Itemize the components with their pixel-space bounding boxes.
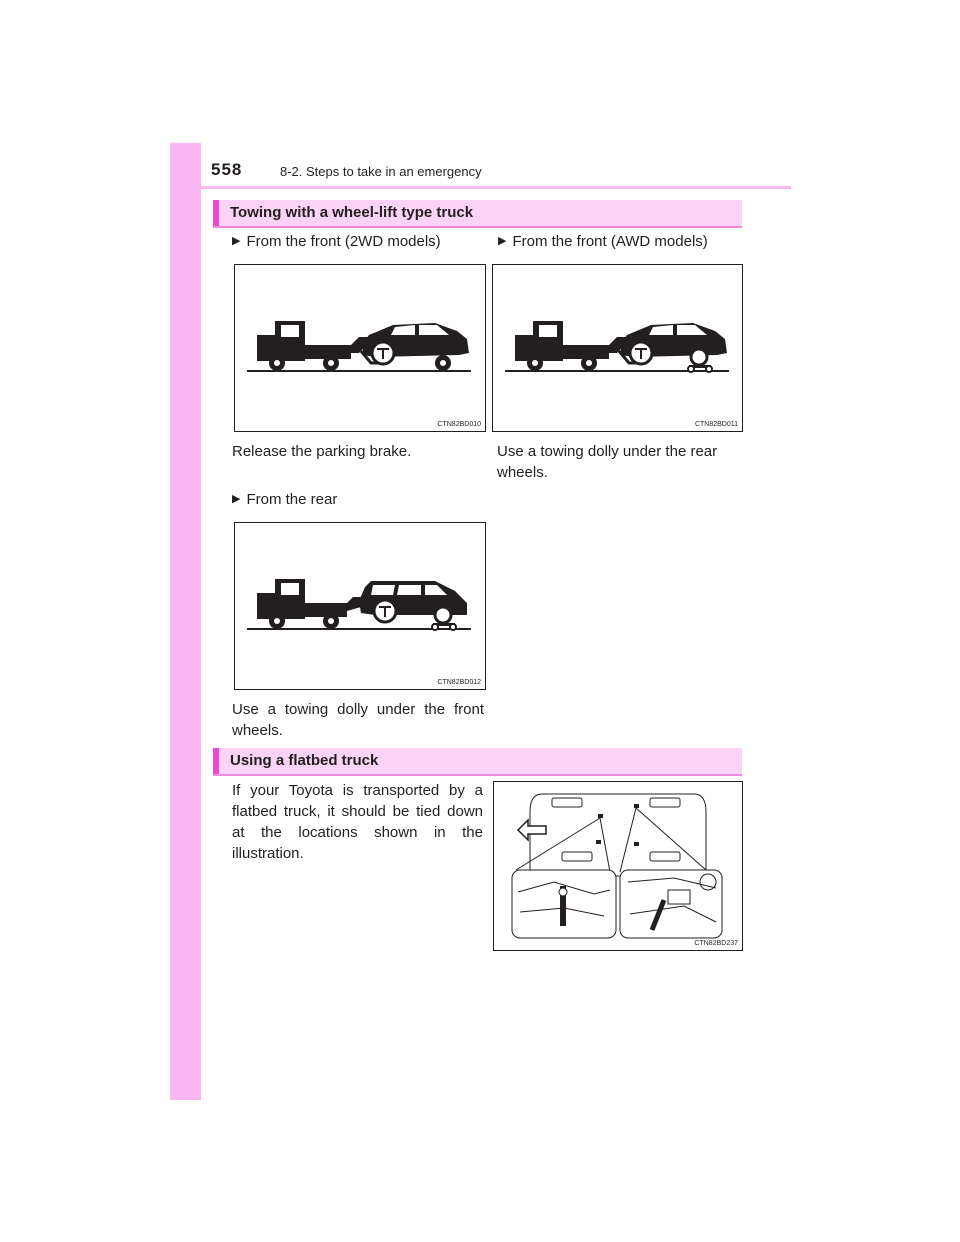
triangle-right-icon: ▶ [232, 235, 241, 247]
caption-front-awd: Use a towing dolly under the rear wheels. [497, 443, 718, 481]
chapter-title: 8-2. Steps to take in an emergency [280, 164, 482, 179]
subheading-label: From the rear [246, 491, 338, 508]
page-number: 558 [211, 160, 243, 179]
figure-tow-rear [234, 522, 486, 690]
tow-truck-dolly-illustration [493, 265, 742, 431]
figure-flatbed-tiedown [493, 781, 743, 951]
tow-truck-illustration [235, 265, 485, 431]
tow-truck-rear-illustration [235, 523, 485, 689]
section-stripe [213, 200, 219, 226]
figure-code: CTN82BD237 [694, 940, 738, 947]
section-stripe [213, 748, 219, 774]
section-heading-wheel-lift [213, 200, 742, 228]
section-heading-flatbed [213, 748, 742, 776]
subheading-label: From the front (2WD models) [246, 233, 441, 250]
section-title: Towing with a wheel-lift type truck [230, 204, 474, 221]
arrow-left-icon [518, 820, 546, 840]
caption-front-2wd: Release the parking brake. [232, 443, 412, 460]
triangle-right-icon: ▶ [232, 493, 241, 505]
caption-rear: Use a towing dolly under the front wheels. [232, 701, 484, 739]
flatbed-instruction-text: If your Toyota is transported by a flatbed truck, it should be tied down at the locations shown in the illustration. [232, 782, 483, 862]
subheading-front-awd [498, 233, 708, 250]
subheading-label: From the front (AWD models) [512, 233, 708, 250]
header-divider [170, 186, 791, 189]
figure-tow-front-awd [492, 264, 743, 432]
figure-code: CTN82BD011 [694, 421, 738, 428]
figure-code: CTN82BD010 [437, 421, 481, 428]
subheading-rear [232, 491, 337, 508]
section-title: Using a flatbed truck [230, 752, 379, 769]
figure-code: CTN82BD012 [437, 679, 481, 686]
triangle-right-icon: ▶ [498, 235, 507, 247]
figure-tow-front-2wd [234, 264, 486, 432]
tiedown-illustration [494, 782, 742, 950]
side-tab-band [170, 143, 201, 1100]
subheading-front-2wd [232, 233, 441, 250]
